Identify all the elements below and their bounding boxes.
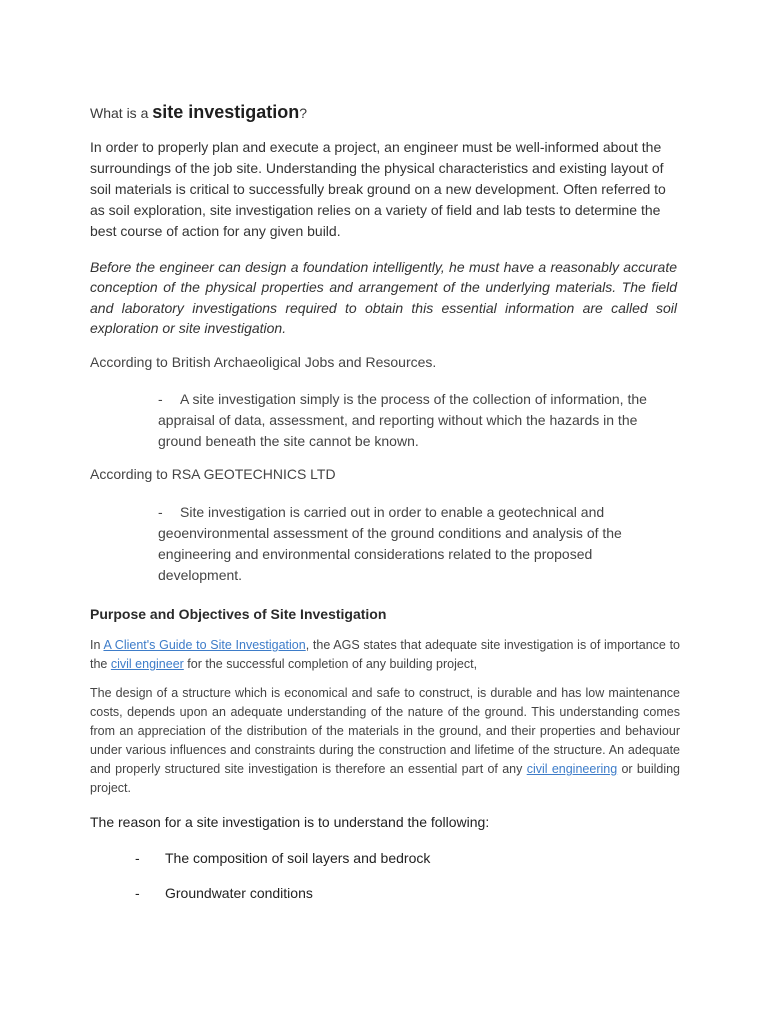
section-heading: Purpose and Objectives of Site Investigation	[90, 606, 387, 622]
list-item	[135, 885, 313, 901]
reason-paragraph: The reason for a site investigation is to understand the following:	[90, 814, 490, 830]
ags-paragraph	[90, 636, 680, 674]
quote-british-archaeological	[158, 389, 680, 452]
link-clients-guide[interactable]: A Client's Guide to Site Investigation	[103, 638, 306, 652]
source-rsa-geotechnics: According to RSA GEOTECHNICS LTD	[90, 466, 336, 482]
dash-marker: -	[158, 391, 163, 407]
quote-text: A site investigation simply is the process of the collection of information, the appraisal of data, assessment, and reporting without which the hazards in the ground beneath the site cannot be known.	[158, 391, 647, 449]
dash-marker: -	[158, 504, 163, 520]
ags-pre: In	[90, 638, 104, 652]
italic-quote-paragraph: Before the engineer can design a foundation intelligently, he must have a reasonably accurate conception of the physical properties and arrangement of the underlying materials. The field and laboratory investigations required to obtain this essential information are called soil exploration or site investigation.	[90, 259, 677, 336]
title-prefix: What is a	[90, 105, 153, 121]
intro-paragraph: In order to properly plan and execute a project, an engineer must be well-informed about the surroundings of the job site. Understanding the physical characteristics and existing layout of soil materials is critical to successfully break ground on a new development. Often referred to as soil exploration, site investigation relies on a variety of field and lab tests to determine the best course of action for any given build.	[90, 139, 666, 239]
ags-mid: , the AGS states that adequate site investigation is of importance to the	[90, 638, 680, 671]
design-post: or building project.	[90, 762, 681, 795]
source-british-archaeological: According to British Archaeoligical Jobs and Resources.	[90, 354, 437, 370]
list-item-text: Groundwater conditions	[165, 885, 313, 901]
link-civil-engineer[interactable]: civil engineer	[110, 657, 184, 671]
design-paragraph	[90, 684, 680, 798]
list-item-text: The composition of soil layers and bedrock	[165, 850, 431, 866]
design-text: The design of a structure which is economical and safe to construct, is durable and has low maintenance costs, depends upon an adequate understanding of the nature of the ground. This understanding comes from an appreciation of the distribution of the materials in the ground, and their properties and behaviour under various influences and constraints during the construction and lifetime of the structure. An adequate and properly structured site investigation is therefore an essential part of any	[90, 686, 680, 776]
dash-marker: -	[135, 850, 140, 866]
list-item	[135, 850, 430, 866]
title-suffix: ?	[299, 105, 308, 121]
dash-marker: -	[135, 885, 140, 901]
page-title	[90, 102, 307, 123]
ags-post: for the successful completion of any building project,	[183, 657, 478, 671]
quote-text: Site investigation is carried out in order to enable a geotechnical and geoenvironmental assessment of the ground conditions and analysis of the engineering and environmental considerations related to the proposed development.	[158, 504, 622, 583]
link-civil-engineering[interactable]: civil engineering	[526, 762, 618, 776]
quote-rsa-geotechnics	[158, 502, 670, 586]
title-emphasis: site investigation	[152, 102, 300, 122]
